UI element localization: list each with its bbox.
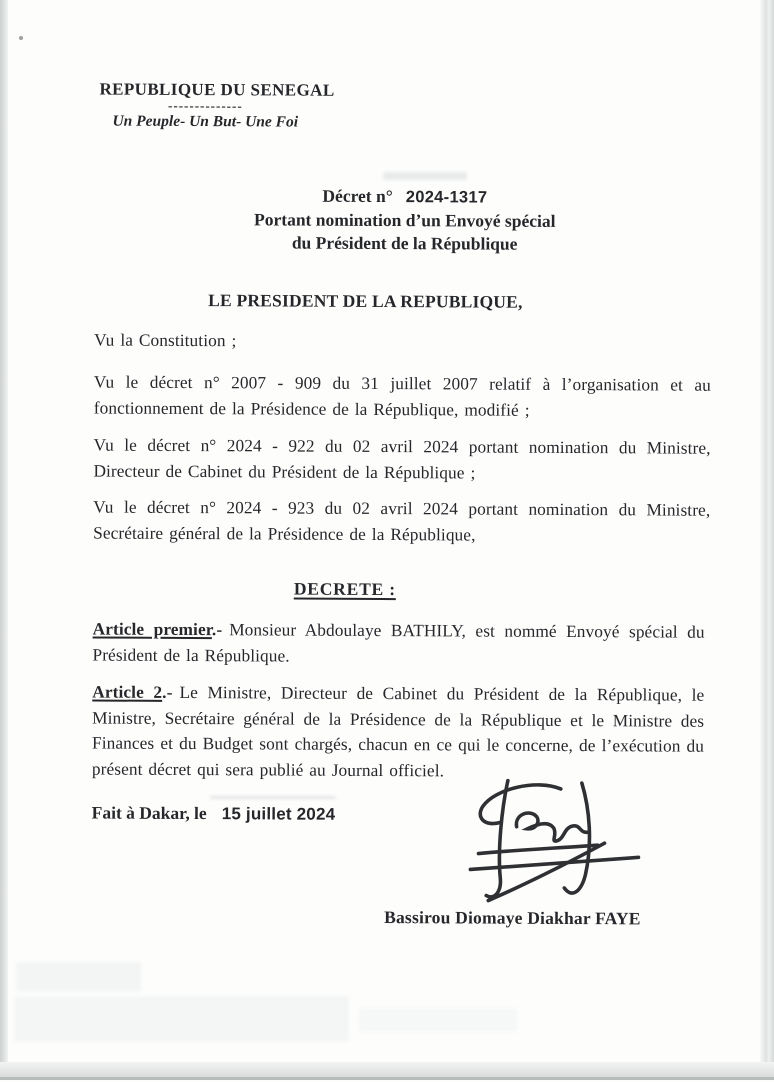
decree-number: 2024-1317 bbox=[405, 188, 488, 207]
article-premier bbox=[92, 617, 704, 671]
closing-place: Fait à Dakar, le bbox=[91, 802, 207, 824]
letterhead-separator: -------------- bbox=[168, 97, 243, 114]
article-2-separator: .- bbox=[162, 682, 173, 702]
signatory-name: Bassirou Diomaye Diakhar FAYE bbox=[384, 907, 641, 929]
decree-label: Décret n° bbox=[322, 185, 393, 207]
article-premier-text: Monsieur Abdoulaye BATHILY, est nommé Envoyé spécial du Président de la République. bbox=[92, 620, 705, 666]
closing-line bbox=[92, 802, 336, 824]
salutation: LE PRESIDENT DE LA REPUBLIQUE, bbox=[208, 290, 523, 312]
decree-title-block bbox=[95, 184, 715, 257]
visa-decret-2024-922: Vu le décret n° 2024 - 922 du 02 avril 2024 portant nomination du Ministre, Directeur de Cabinet du Président de la République ; bbox=[93, 435, 711, 483]
closing-date: 15 juillet 2024 bbox=[221, 804, 336, 824]
visa-decret-2024-923: Vu le décret n° 2024 - 923 du 02 avril 2024 portant nomination du Ministre, Secrétaire général de la Présidence de la République, bbox=[93, 497, 711, 545]
visa-decret-2007-909: Vu le décret n° 2007 - 909 du 31 juillet 2007 relatif à l’organisation et au fonctionnement de la Présidence de la République, modifié ; bbox=[93, 372, 711, 420]
signature-scribble bbox=[444, 776, 645, 912]
article-2 bbox=[92, 680, 705, 785]
article-premier-label: Article premier bbox=[92, 619, 212, 640]
decree-subtitle-line2: du Président de la République bbox=[291, 232, 518, 254]
letterhead-country: REPUBLIQUE DU SENEGAL bbox=[99, 79, 335, 100]
letterhead-motto: Un Peuple- Un But- Une Foi bbox=[112, 112, 299, 131]
decree-subtitle-line1: Portant nomination d’un Envoyé spécial bbox=[254, 209, 556, 231]
visa-constitution: Vu la Constitution ; bbox=[94, 330, 237, 351]
decree-heading: DECRETE : bbox=[293, 578, 396, 600]
article-2-label: Article 2 bbox=[92, 682, 163, 702]
article-2-text: Le Ministre, Directeur de Cabinet du Président de la République, le Ministre, Secrétaire général de la Présidence de la République et le Ministre des Finances et du Budget sont chargés, chacun en ce qui le concerne, de l’exécution du présent décret qui sera publié au Journal officiel. bbox=[91, 682, 705, 780]
letterhead bbox=[99, 79, 335, 132]
decree-number-line bbox=[95, 184, 715, 211]
article-premier-separator: .- bbox=[211, 620, 223, 640]
